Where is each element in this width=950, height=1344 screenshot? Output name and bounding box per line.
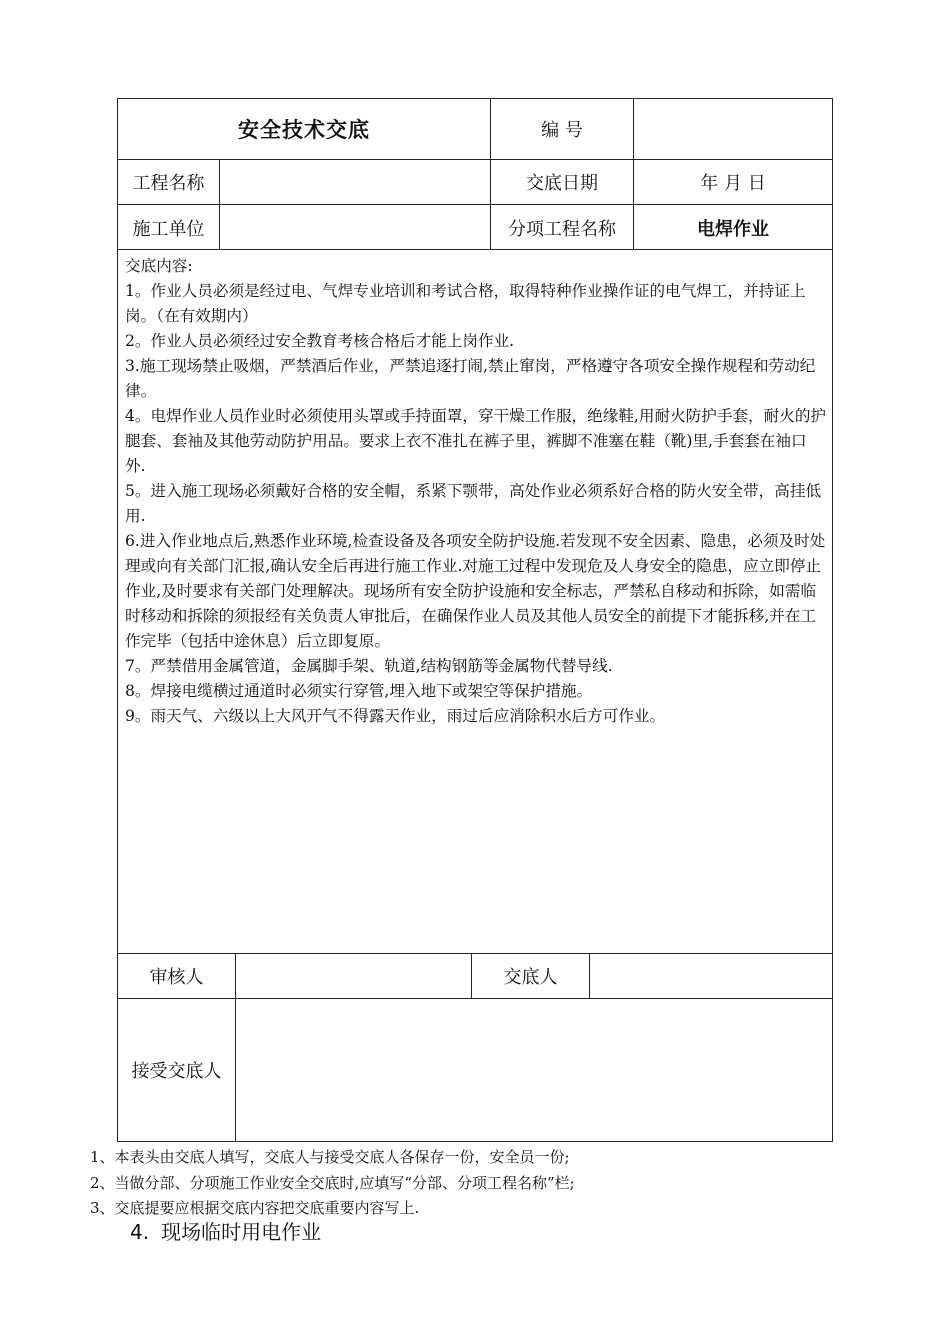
content-item: 8。焊接电缆横过通道时必须实行穿管,埋入地下或架空等保护措施。: [125, 682, 593, 700]
reviewer-field[interactable]: [235, 954, 471, 998]
signoff-row-review: [118, 954, 832, 999]
content-item: 9。雨天气、六级以上大风开气不得露天作业，雨过后应消除积水后方可作业。: [125, 707, 666, 725]
content-item: 5。进入施工现场必须戴好合格的安全帽，系紧下颚带，高处作业必须系好合格的防火安全带，高挂低用.: [125, 482, 822, 525]
footnote: 3、交底提要应根据交底内容把交底重要内容写上.: [90, 1199, 420, 1217]
reviewer-label: 审核人: [149, 967, 204, 988]
content-item: 6.进入作业地点后,熟悉作业环境,检查设备及各项安全防护设施.若发现不安全因素、隐患，必须及时处理或向有关部门汇报,确认安全后再进行施工作业.对施工过程中发现危及人身安全的隐患，应立即停止作业,及时要求有关部门处理解决。现场所有安全防护设施和安全标志，严禁私自移动和拆除，如需临时移动和拆除的须报经有关负责人审批后，在确保作业人员及其他人员安全的前提下才能拆移,并在工作完毕（包括中途休息）后立即复原。: [125, 532, 826, 650]
presenter-label: 交底人: [471, 954, 589, 998]
footnote: 1、本表头由交底人填写，交底人与接受交底人各保存一份，安全员一份;: [90, 1148, 570, 1166]
footnote: 2、当做分部、分项施工作业安全交底时,应填写“分部、分项工程名称”栏;: [90, 1173, 575, 1192]
form-title: 安全技术交底: [238, 117, 370, 142]
number-label: 编 号: [490, 99, 633, 159]
sub-project-label: 分项工程名称: [490, 205, 633, 250]
header-row-title: [118, 99, 832, 160]
signoff-row-receiver: [118, 999, 832, 1141]
content-item: 7。严禁借用金属管道，金属脚手架、轨道,结构钢筋等金属物代替导线.: [125, 657, 613, 675]
section-title: 现场临时用电作业: [161, 1220, 322, 1244]
header-table: [117, 98, 833, 250]
project-name-label: 工程名称: [132, 173, 205, 194]
receiver-field[interactable]: [235, 999, 832, 1141]
sub-project-value[interactable]: 电焊作业: [633, 205, 832, 250]
date-field[interactable]: 年 月 日: [633, 160, 832, 204]
content-intro: 交底内容:: [125, 257, 193, 275]
unit-label: 施工单位: [132, 218, 205, 240]
content-item: 3.施工现场禁止吸烟，严禁酒后作业，严禁追逐打闹,禁止窜岗，严格遵守各项安全操作规程和劳动纪律。: [125, 357, 816, 400]
date-label: 交底日期: [490, 160, 633, 204]
header-row-unit: [118, 205, 832, 250]
section-heading: [130, 1216, 321, 1245]
content-item: 4。电焊作业人员作业时必须使用头罩或手持面罩，穿干燥工作服，绝缘鞋,用耐火防护手套，耐火的护腿套、套袖及其他劳动防护用品。要求上衣不准扎在裤子里，裤脚不准塞在鞋（靴)里,手套套在袖口外.: [125, 407, 827, 475]
header-row-project: [118, 160, 832, 205]
project-name-field[interactable]: [219, 160, 490, 204]
number-field[interactable]: [633, 99, 832, 159]
footnotes: [90, 1145, 575, 1222]
receiver-label: 接受交底人: [131, 1061, 222, 1082]
presenter-field[interactable]: [589, 954, 832, 998]
section-number: 4.: [130, 1220, 150, 1244]
signoff-table: [117, 954, 833, 1142]
briefing-content: [117, 250, 833, 954]
unit-field[interactable]: [219, 205, 490, 250]
content-item: 2。作业人员必须经过安全教育考核合格后才能上岗作业.: [125, 332, 515, 350]
content-item: 1。作业人员必须是经过电、气焊专业培训和考试合格，取得特种作业操作证的电气焊工，并持证上岗。（在有效期内）: [125, 282, 806, 325]
